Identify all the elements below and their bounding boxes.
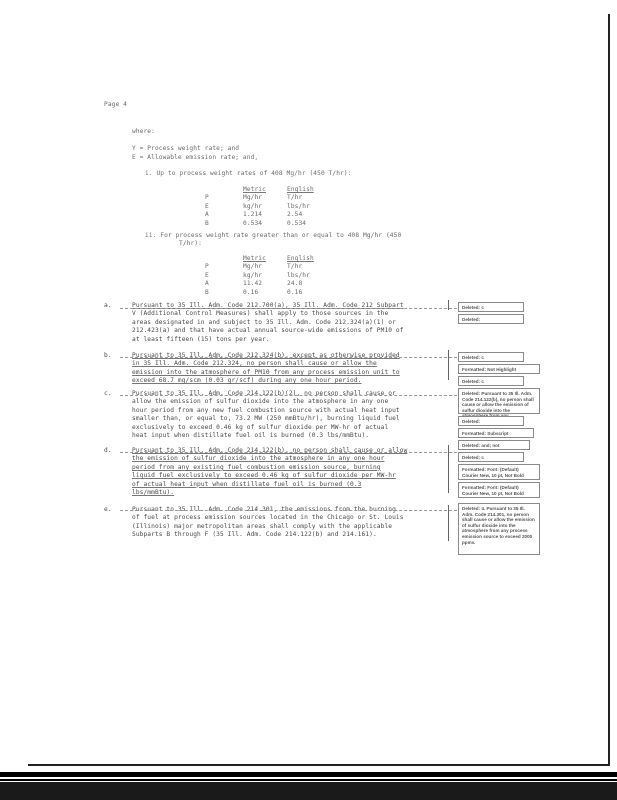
table-row: P Mg/hr T/hr <box>205 263 303 271</box>
table-row: E kg/hr lbs/hr <box>205 271 310 279</box>
comment-leader <box>120 308 457 309</box>
table-i <box>205 186 321 228</box>
where-label: where: <box>132 128 155 135</box>
table-header-english: English <box>287 186 314 193</box>
paragraph-number-e: e. <box>104 506 112 513</box>
scanner-edge-line <box>608 14 610 766</box>
scanner-band <box>0 772 617 777</box>
paragraph-number-c: c. <box>104 390 112 397</box>
comment-balloon[interactable]: Formatted: Font: (Default) Courier New, 10 pt, Not Bold <box>458 482 540 498</box>
table-ii <box>205 255 321 297</box>
change-bar <box>448 445 449 493</box>
table-header-metric: Metric <box>243 186 266 193</box>
scanner-band <box>0 782 617 800</box>
table-row: E kg/hr lbs/hr <box>205 202 310 210</box>
page-edge <box>596 0 617 800</box>
comment-leader <box>120 510 457 511</box>
paragraph-a: Pursuant to 35 Ill. Adm. Code 212.700(a), 35 Ill. Adm. Code 212 Subpart V (Additional Control Measures) shall apply to those sources in the areas designated in and subject to 35 Ill. Adm. Code 212.324(a)(1) or 212.423(a) and that have actual annual source-wide emissions of PM10 of at least fifteen (15) tons per year. <box>132 302 404 343</box>
table-header-metric: Metric <box>243 255 266 262</box>
comment-leader <box>120 395 457 396</box>
table-row: A 11.42 24.8 <box>205 280 303 288</box>
page-number: Page 4 <box>104 101 127 108</box>
change-bar <box>448 505 449 541</box>
definition-y: Y = Process weight rate; and <box>132 145 240 152</box>
paragraph-c: Pursuant to 35 Ill. Adm. Code 214.122(b)(2), no person shall cause or allow the emission of sulfur dioxide into the atmosphere in any one hour period from any new fuel combustion source with actual heat input smaller than, or equal to, 73.2 MW (250 mmBtu/hr), burning liquid fuel exclusively to exceed 0.46 kg of sulfur dioxide per MW-hr of actual heat input when distillate fuel oil is burned (0.3 lbs/mmBtu). <box>132 390 400 440</box>
paragraph-e: Pursuant to 35 Ill. Adm. Code 214.301, the emissions from the burning of fuel at process emission sources located in the Chicago or St. Louis (Illinois) major metropolitan areas shall comply with the applicable Subparts B through F (35 Ill. Adm. Code 214.122(b) and 214.161). <box>132 506 404 539</box>
comment-leader <box>120 357 457 358</box>
table-header-english: English <box>287 255 314 262</box>
table-row: P Mg/hr T/hr <box>205 194 303 202</box>
table-row: B 0.534 0.534 <box>205 219 307 227</box>
scanner-edge-line <box>28 764 610 766</box>
paragraph-b: Pursuant to 35 Ill. Adm. Code 212.324(b), except as otherwise provided in 35 Ill. Adm. Code 212.324, no person shall cause or allow the emission into the atmosphere of PM10 from any process emission unit to exceed 68.7 mg/scm (0.03 gr/scf) during any one hour period. <box>132 352 400 385</box>
comment-leader <box>120 452 457 453</box>
paragraph-d: Pursuant to 35 Ill. Adm. Code 214.122(b), no person shall cause or allow the emission of sulfur dioxide into the atmosphere in any one hour period from any existing fuel combustion emission source, burning liquid fuel exclusively to exceed 0.46 kg of sulfur dioxide per MW-hr of actual heat input when distillate fuel oil is burned (0.3 lbs/mmBtu). <box>132 447 408 497</box>
comment-balloon[interactable]: Deleted: and; not <box>458 440 530 450</box>
table-row: B 0.16 0.16 <box>205 288 303 296</box>
comment-balloon[interactable]: Deleted: <box>458 314 524 324</box>
paragraph-number-a: a. <box>104 302 112 309</box>
item-ii-continued: T/hr): <box>179 240 202 247</box>
comment-balloon[interactable]: Deleted: <box>458 416 524 426</box>
paragraph-number-b: b. <box>104 352 112 359</box>
comment-balloon[interactable]: Formatted: Subscript <box>458 428 534 438</box>
comment-balloon[interactable]: Deleted: c <box>458 302 524 312</box>
paragraph-number-d: d. <box>104 447 112 454</box>
comment-balloon[interactable]: Deleted: c <box>458 352 524 362</box>
table-header <box>205 255 321 263</box>
item-i: i. Up to process weight rates of 408 Mg/hr (450 T/hr): <box>145 170 352 177</box>
item-ii: ii. For process weight rate greater than or equal to 408 Mg/hr (450 <box>145 232 402 239</box>
comment-balloon[interactable]: Deleted: 4. Pursuant to 35 Ill. Adm. Code 214.301, no person shall cause or allow the emission of sulfur dioxide into the atmosphere from any process emission source to exceed 2000 ppmv. <box>458 503 540 555</box>
comment-balloon[interactable]: Deleted: Pursuant to 35 Ill. Adm. Code 214.122(b), no person shall cause or allow the emission of sulfur dioxide into the <box>458 388 540 414</box>
table-header <box>205 186 321 194</box>
definition-e: E = Allowable emission rate; and, <box>132 154 259 161</box>
comment-balloon[interactable]: Deleted: c <box>458 452 524 462</box>
table-row: A 1.214 2.54 <box>205 211 303 219</box>
comment-balloon[interactable]: Formatted: Not Highlight <box>458 364 540 374</box>
comment-balloon[interactable]: Deleted: c <box>458 376 524 386</box>
change-bar <box>448 350 449 380</box>
change-bar <box>448 300 449 310</box>
comment-balloon[interactable]: Formatted: Font: (Default) Courier New, 10 pt, Not Bold <box>458 464 540 480</box>
scanner-band <box>0 779 617 781</box>
